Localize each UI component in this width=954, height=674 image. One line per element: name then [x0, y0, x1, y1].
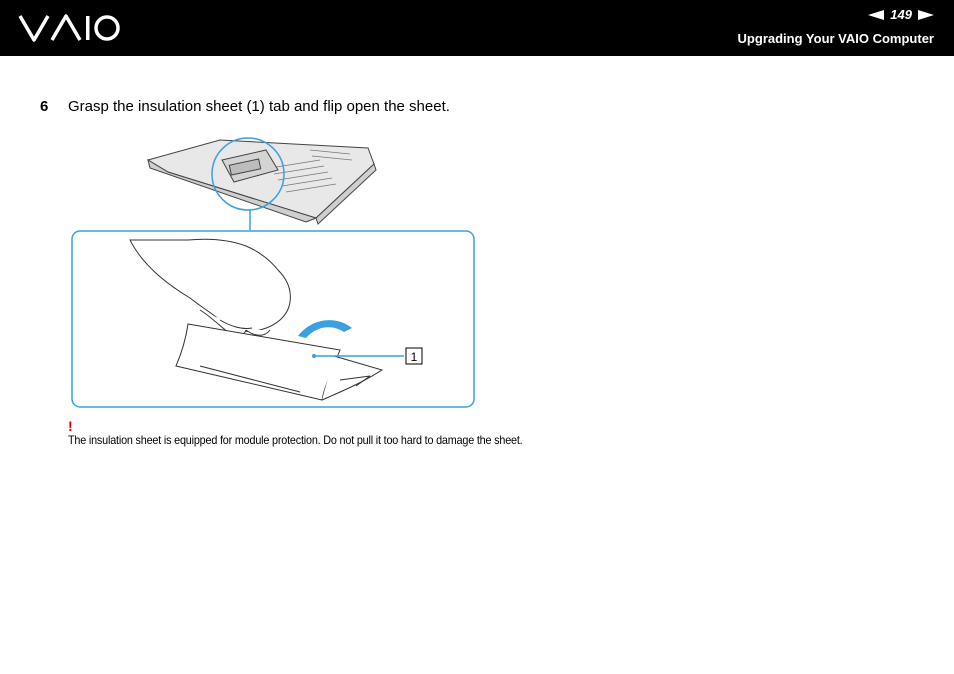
- instruction-step: [40, 98, 450, 115]
- insulation-sheet-illustration: [70, 130, 480, 412]
- next-page-arrow-icon[interactable]: [918, 10, 934, 20]
- callout-label: 1: [410, 350, 418, 364]
- page-number: 149: [890, 7, 912, 22]
- previous-page-arrow-icon[interactable]: [868, 10, 884, 20]
- step-number: 6: [40, 98, 49, 115]
- laptop-bottom-icon: [148, 140, 376, 224]
- section-title: Upgrading Your VAIO Computer: [737, 31, 934, 46]
- step-text: Grasp the insulation sheet (1) tab and flip open the sheet.: [68, 98, 450, 115]
- vaio-logo: [18, 12, 122, 44]
- page-navigator: [868, 7, 934, 22]
- header-bar: [0, 0, 954, 56]
- note-text: The insulation sheet is equipped for module protection. Do not pull it too hard to damage the sheet.: [68, 433, 523, 447]
- warning-mark: !: [68, 418, 73, 434]
